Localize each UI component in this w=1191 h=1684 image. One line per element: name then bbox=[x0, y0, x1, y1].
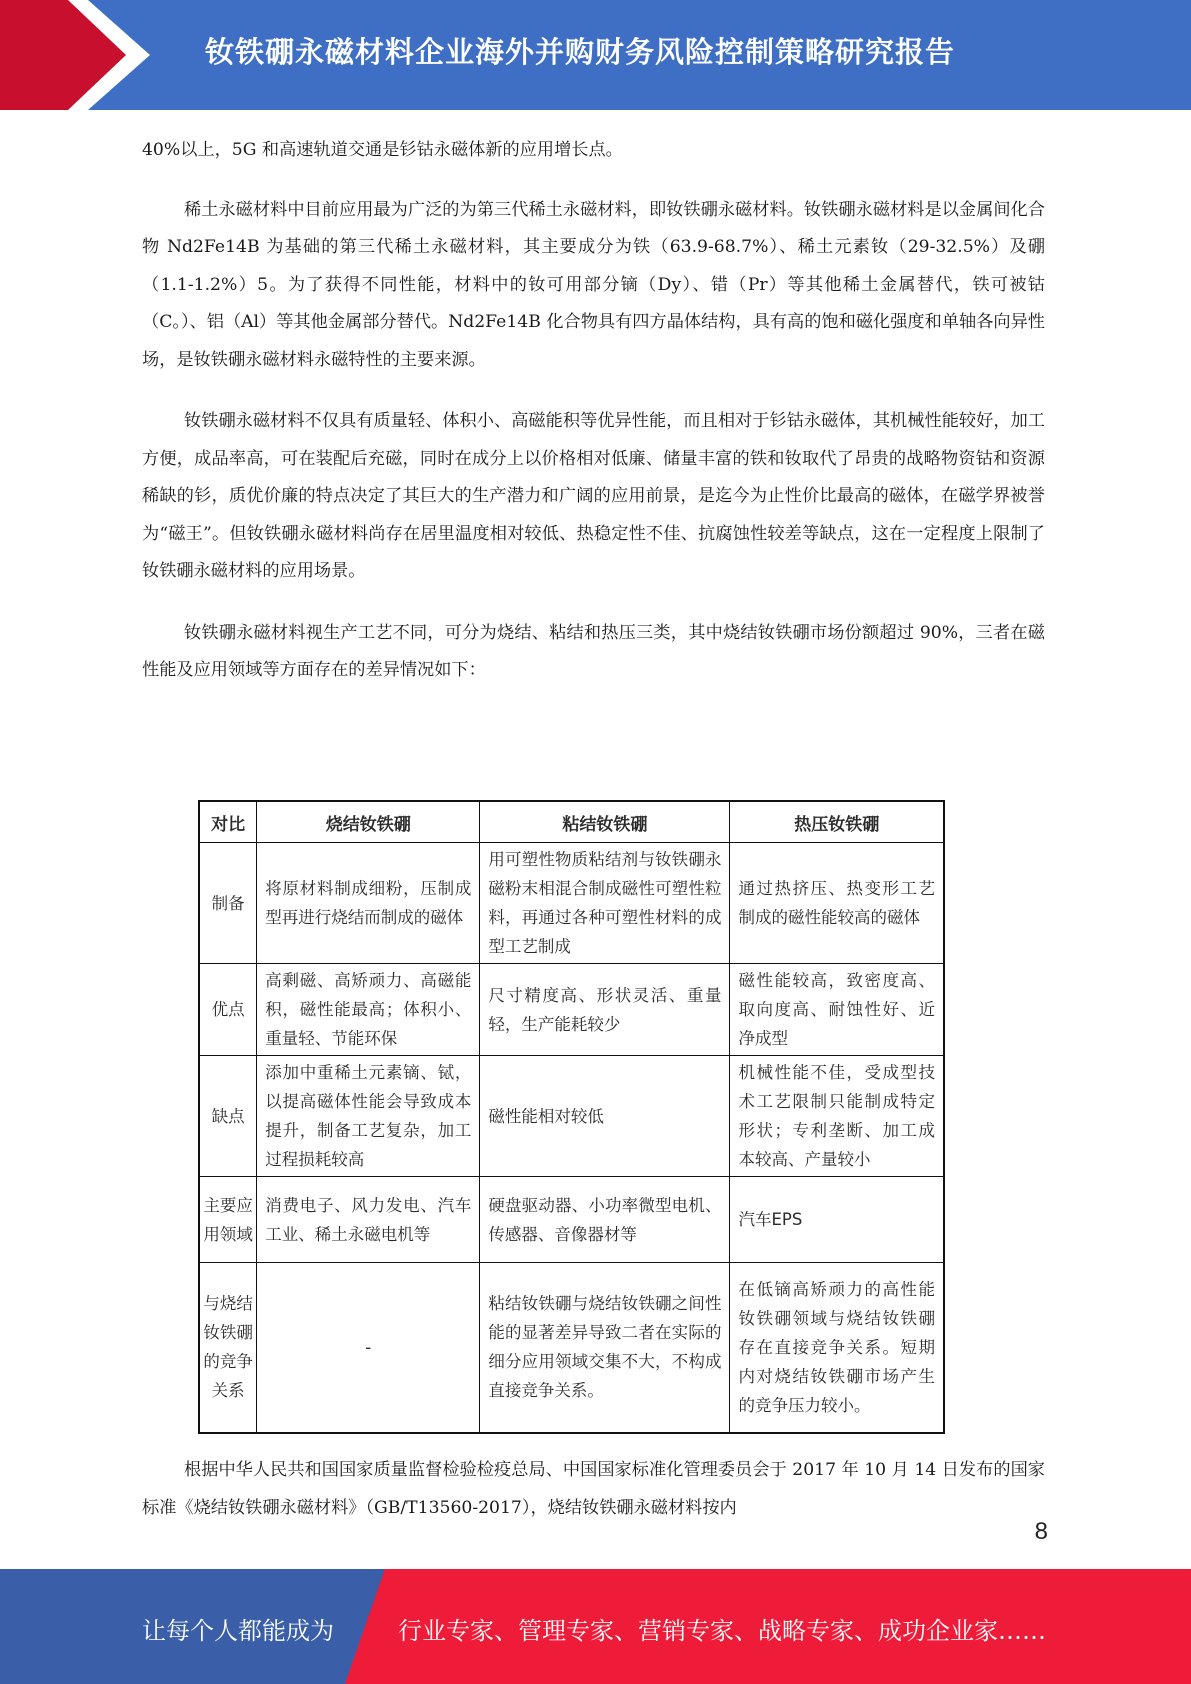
body-paragraph: 根据中华人民共和国国家质量监督检验检疫总局、中国国家标准化管理委员会于 2017 年 10 月 14 日发布的国家标准《烧结钕铁硼永磁材料》（GB/T13560-2017），烧结钕铁硼永磁材料按内 bbox=[142, 1460, 1045, 1518]
table-cell: 磁性能较高，致密度高、取向度高、耐蚀性好、近净成型 bbox=[730, 964, 944, 1056]
table-cell: 高剩磁、高矫顽力、高磁能积，磁性能最高；体积小、重量轻、节能环保 bbox=[257, 964, 480, 1056]
page-number: 8 bbox=[1034, 1518, 1048, 1545]
table-row bbox=[199, 1263, 944, 1433]
comparison-table bbox=[198, 800, 945, 1434]
table-cell: 磁性能相对较低 bbox=[480, 1056, 730, 1177]
table-cell: 将原材料制成细粉，压制成型再进行烧结而制成的磁体 bbox=[257, 843, 480, 964]
page-footer bbox=[0, 1569, 1191, 1684]
body-paragraph: 稀土永磁材料中目前应用最为广泛的为第三代稀土永磁材料，即钕铁硼永磁材料。钕铁硼永磁材料是以金属间化合物 Nd2Fe14B 为基础的第三代稀土永磁材料，其主要成分为铁（63.9-68.7%）、稀土元素钕（29-32.5%）及硼（1.1-1.2%）5。为了获得不同性能，材料中的钕可用部分镝（Dy）、错（Pr）等其他稀土金属替代，铁可被钴（C。）、铝（Al）等其他金属部分替代。Nd2Fe14B 化合物具有四方晶体结构，具有高的饱和磁化强度和单轴各向异性场，是钕铁硼永磁材料永磁特性的主要来源。 bbox=[142, 199, 1045, 370]
body-paragraph: 40%以上，5G 和高速轨道交通是钐钴永磁体新的应用增长点。 bbox=[142, 140, 623, 160]
table-header-cell: 对比 bbox=[199, 801, 257, 843]
row-label: 与烧结钕铁硼的竞争关系 bbox=[199, 1263, 257, 1433]
body-paragraph: 钕铁硼永磁材料视生产工艺不同，可分为烧结、粘结和热压三类，其中烧结钕铁硼市场份额超过 90%，三者在磁性能及应用领域等方面存在的差异情况如下： bbox=[142, 622, 1045, 680]
table-cell: 用可塑性物质粘结剂与钕铁硼永磁粉末相混合制成磁性可塑性粒料，再通过各种可塑性材料的成型工艺制成 bbox=[480, 843, 730, 964]
table-header-cell: 粘结钕铁硼 bbox=[480, 801, 730, 843]
table-cell: 硬盘驱动器、小功率微型电机、传感器、音像器材等 bbox=[480, 1177, 730, 1263]
table-row bbox=[199, 843, 944, 964]
page-header bbox=[0, 0, 1191, 110]
table-cell: 机械性能不佳，受成型技术工艺限制只能制成特定形状；专利垄断、加工成本较高、产量较小 bbox=[730, 1056, 944, 1177]
row-label: 主要应用领域 bbox=[199, 1177, 257, 1263]
table-header-row bbox=[199, 801, 944, 843]
table-row bbox=[199, 964, 944, 1056]
table-cell: 通过热挤压、热变形工艺制成的磁性能较高的磁体 bbox=[730, 843, 944, 964]
body-paragraph: 钕铁硼永磁材料不仅具有质量轻、体积小、高磁能积等优异性能，而且相对于钐钴永磁体，其机械性能较好，加工方便，成品率高，可在装配后充磁，同时在成分上以价格相对低廉、储量丰富的铁和钕取代了昂贵的战略物资钴和资源稀缺的钐，质优价廉的特点决定了其巨大的生产潜力和广阔的应用前景，是迄今为止性价比最高的磁体，在磁学界被誉为“磁王”。但钕铁硼永磁材料尚存在居里温度相对较低、热稳定性不佳、抗腐蚀性较差等缺点，这在一定程度上限制了钕铁硼永磁材料的应用场景。 bbox=[142, 411, 1045, 581]
body-content bbox=[142, 132, 1045, 714]
row-label: 制备 bbox=[199, 843, 257, 964]
table-row bbox=[199, 1177, 944, 1263]
table-header-cell: 烧结钕铁硼 bbox=[257, 801, 480, 843]
report-title: 钕铁硼永磁材料企业海外并购财务风险控制策略研究报告 bbox=[205, 35, 956, 69]
body-content-continued bbox=[142, 1452, 1045, 1551]
table-cell: 在低镝高矫顽力的高性能钕铁硼领域与烧结钕铁硼存在直接竞争关系。短期内对烧结钕铁硼市场产生的竞争压力较小。 bbox=[730, 1263, 944, 1433]
footer-slogan-left: 让每个人都能成为 bbox=[142, 1617, 334, 1645]
table-cell: 粘结钕铁硼与烧结钕铁硼之间性能的显著差异导致二者在实际的细分应用领域交集不大，不构成直接竞争关系。 bbox=[480, 1263, 730, 1433]
table-cell: 添加中重稀土元素镝、铽，以提高磁体性能会导致成本提升，制备工艺复杂，加工过程损耗较高 bbox=[257, 1056, 480, 1177]
table-cell: 消费电子、风力发电、汽车工业、稀土永磁电机等 bbox=[257, 1177, 480, 1263]
table-cell: - bbox=[257, 1263, 480, 1433]
table-cell: 汽车EPS bbox=[730, 1177, 944, 1263]
table-row bbox=[199, 1056, 944, 1177]
table-cell: 尺寸精度高、形状灵活、重量轻，生产能耗较少 bbox=[480, 964, 730, 1056]
row-label: 缺点 bbox=[199, 1056, 257, 1177]
footer-slogan-right: 行业专家、管理专家、营销专家、战略专家、成功企业家…… bbox=[398, 1617, 1046, 1645]
row-label: 优点 bbox=[199, 964, 257, 1056]
table-header-cell: 热压钕铁硼 bbox=[730, 801, 944, 843]
